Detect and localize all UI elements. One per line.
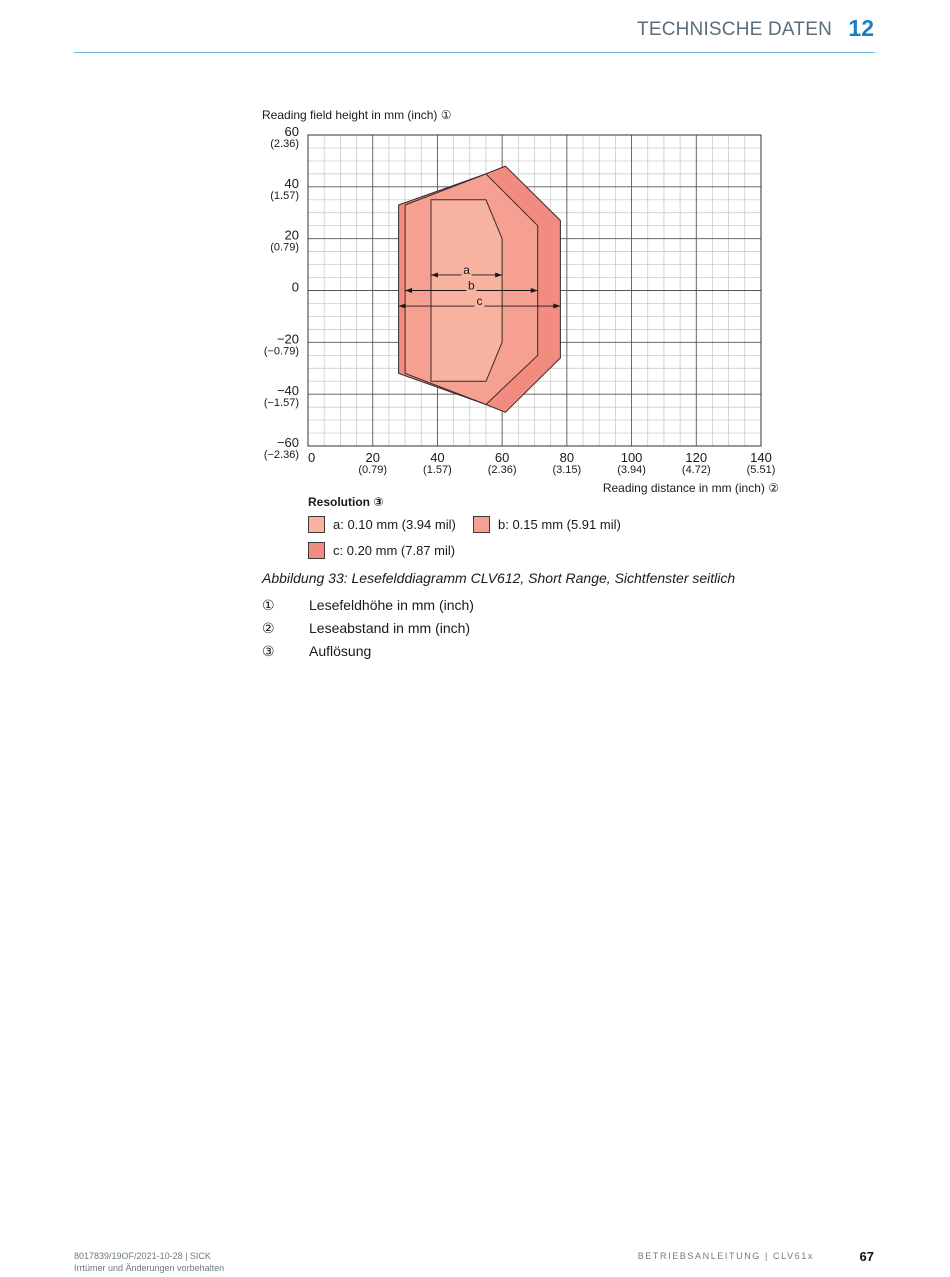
footnote-1 xyxy=(262,597,474,614)
x-tick-label: 40 xyxy=(430,450,445,465)
y-tick-label: −40 xyxy=(276,383,299,399)
x-tick-label: 60 xyxy=(494,450,510,465)
dimension-label-c: c xyxy=(476,294,483,309)
y-tick-label: −60 xyxy=(276,435,299,450)
y-tick-label: 0 xyxy=(291,279,299,295)
section-number: 12 xyxy=(848,15,874,41)
legend-label-c: c: 0.20 mm (7.87 mil) xyxy=(333,543,456,558)
section-title: TECHNISCHE DATEN xyxy=(637,19,832,40)
footer-manual: BETRIEBSANLEITUNG | CLV61x xyxy=(637,1251,814,1261)
x-tick-sublabel: (2.36) xyxy=(487,464,517,476)
x-tick-label: 120 xyxy=(685,450,708,465)
footnote-text: Lesefeldhöhe in mm (inch) xyxy=(309,597,474,613)
x-tick-sublabel: (3.15) xyxy=(552,464,582,476)
legend-label-a: a: 0.10 mm (3.94 mil) xyxy=(333,517,456,532)
y-tick-labels xyxy=(264,124,299,461)
legend-item-b xyxy=(473,516,621,533)
legend-title: Resolution ③ xyxy=(308,495,384,509)
footnote-text: Auflösung xyxy=(309,643,372,659)
y-tick-sublabel: (0.79) xyxy=(270,241,299,254)
legend-label-b: b: 0.15 mm (5.91 mil) xyxy=(498,517,621,532)
footnote-symbol: ① xyxy=(262,597,275,613)
x-tick-sublabel: (4.72) xyxy=(681,464,711,476)
y-tick-label: 60 xyxy=(284,124,299,139)
y-tick-sublabel: (−1.57) xyxy=(263,397,299,410)
x-tick-label: 20 xyxy=(365,450,380,465)
legend-item-c xyxy=(308,542,455,559)
footnote-text: Leseabstand in mm (inch) xyxy=(309,620,471,636)
x-tick-label: 0 xyxy=(308,450,316,465)
footer-doc-info xyxy=(74,1250,224,1274)
x-tick-sublabel: (1.57) xyxy=(423,464,452,476)
x-tick-label: 100 xyxy=(620,450,643,465)
x-tick-sublabel: (0.79) xyxy=(358,464,388,476)
footnote-3 xyxy=(262,643,371,660)
x-tick-label: 80 xyxy=(559,450,575,465)
y-tick-label: 40 xyxy=(284,175,299,191)
dimension-label-a: a xyxy=(463,262,470,277)
y-tick-sublabel: (−0.79) xyxy=(263,345,299,358)
legend-swatch-a xyxy=(308,516,325,533)
footnote-symbol: ③ xyxy=(262,643,275,659)
footnote-2 xyxy=(262,620,470,637)
page-number: 67 xyxy=(859,1249,874,1264)
x-axis-label: Reading distance in mm (inch) ② xyxy=(602,481,779,495)
footer-disclaimer: Irrtümer und Änderungen vorbehalten xyxy=(74,1263,225,1273)
y-axis-label: Reading field height in mm (inch) ① xyxy=(262,108,452,122)
legend-item-a xyxy=(308,516,456,533)
footnote-symbol: ② xyxy=(262,620,275,636)
x-tick-sublabel: (5.51) xyxy=(746,464,776,476)
dimension-label-b: b xyxy=(468,278,475,293)
legend-swatch-b xyxy=(473,516,490,533)
x-tick-sublabel: (3.94) xyxy=(617,464,646,476)
legend-swatch-c xyxy=(308,542,325,559)
y-tick-sublabel: (2.36) xyxy=(270,138,299,150)
reading-field-chart xyxy=(0,0,950,570)
x-tick-label: 140 xyxy=(750,450,772,465)
reading-field-polygons xyxy=(399,166,561,412)
y-tick-label: −20 xyxy=(276,331,299,347)
y-tick-sublabel: (1.57) xyxy=(270,189,299,202)
y-tick-label: 20 xyxy=(284,227,299,243)
figure-caption: Abbildung 33: Lesefelddiagramm CLV612, Short Range, Sichtfenster seitlich xyxy=(262,570,736,586)
y-tick-sublabel: (−2.36) xyxy=(263,449,299,461)
x-tick-labels xyxy=(308,450,775,476)
footer-doc-id: 8017839/19OF/2021-10-28 | SICK xyxy=(74,1251,211,1261)
